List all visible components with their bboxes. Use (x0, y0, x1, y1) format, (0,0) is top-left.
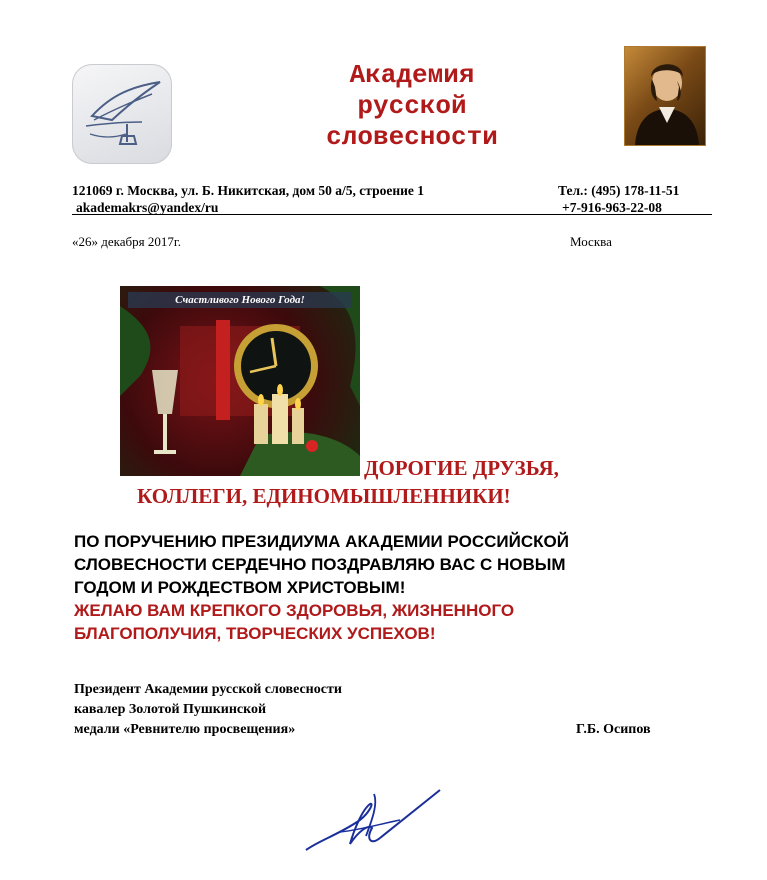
phone-mobile: +7-916-963-22-08 (562, 200, 662, 215)
wish-line-1: ЖЕЛАЮ ВАМ КРЕПКОГО ЗДОРОВЬЯ, ЖИЗНЕННОГО (74, 601, 515, 620)
wish-line-2: БЛАГОПОЛУЧИЯ, ТВОРЧЕСКИХ УСПЕХОВ! (74, 624, 436, 643)
title-line-3: словесности (326, 122, 498, 152)
title-line-2: русской (357, 91, 467, 121)
phone-primary: Тел.: (495) 178-11-51 (558, 183, 680, 198)
letter-date: «26» декабря 2017г. (72, 234, 181, 249)
pushkin-portrait (624, 46, 706, 146)
academy-logo (72, 64, 172, 164)
signer-title-line-2: кавалер Золотой Пушкинской (74, 702, 267, 717)
body-line-2: СЛОВЕСНОСТИ СЕРДЕЧНО ПОЗДРАВЛЯЮ ВАС С НОВЫМ (74, 555, 566, 574)
quill-icon (72, 64, 172, 164)
letter-city: Москва (570, 234, 612, 249)
handwritten-signature (300, 780, 450, 860)
greeting-line-2: КОЛЛЕГИ, ЕДИНОМЫШЛЕННИКИ! (137, 484, 511, 508)
card-caption: Счастливого Нового Года! (175, 294, 305, 306)
greeting-line-1: ДОРОГИЕ ДРУЗЬЯ, (364, 456, 559, 480)
header-divider (72, 214, 712, 215)
new-year-card-image (120, 286, 360, 476)
signature-block (74, 680, 342, 740)
body-line-3: ГОДОМ И РОЖДЕСТВОМ ХРИСТОВЫМ! (74, 578, 406, 597)
signer-title-line-3: медали «Ревнителю просвещения» (74, 722, 296, 737)
academy-title (292, 60, 532, 153)
address: 121069 г. Москва, ул. Б. Никитская, дом 50 а/5, строение 1 (72, 183, 425, 198)
signer-name: Г.Б. Осипов (576, 722, 651, 737)
email: akademakrs@yandex/ru (76, 200, 219, 215)
body-line-1: ПО ПОРУЧЕНИЮ ПРЕЗИДИУМА АКАДЕМИИ РОССИЙСКОЙ (74, 532, 569, 551)
signer-title-line-1: Президент Академии русской словесности (74, 682, 342, 697)
title-line-1: Академия (349, 60, 475, 90)
message-body (74, 530, 569, 645)
